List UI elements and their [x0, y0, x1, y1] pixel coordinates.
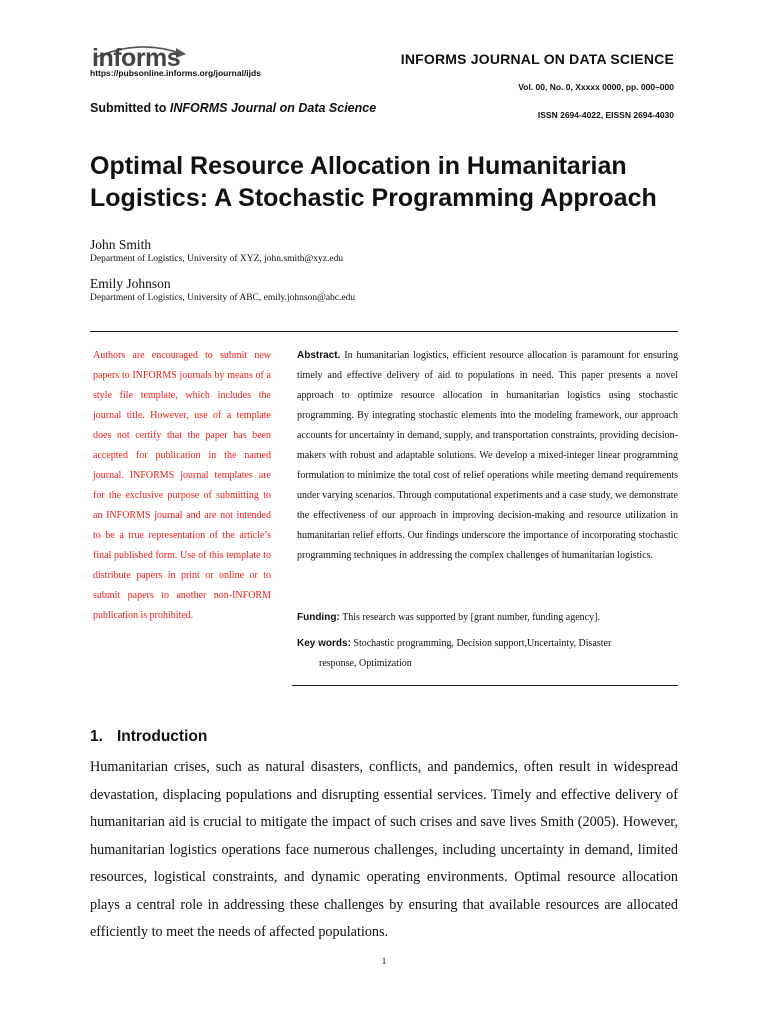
author-block: [90, 237, 343, 264]
submitted-line: [90, 101, 376, 115]
title-line: Logistics: A Stochastic Programming Approach: [90, 184, 657, 212]
abstract-text: In humanitarian logistics, efficient resource allocation is paramount for ensuring timely and effective delivery of aid to populations in need. This paper presents a novel approach to optimize resource allocation in humanitarian logistics using stochastic programming. By integrating stochastic elements into the modeling framework, our approach accounts for uncertainty in demand, supply, and transportation constraints, providing decision-makers with robust and adaptable solutions. We develop a mixed-integer linear programming formulation to minimize the total cost of relief operations while meeting demand requirements under varying scenarios. Through computational experiments and a case study, we demonstrate the effectiveness of our approach in improving decision-making and resource utilization in humanitarian relief efforts. Our findings underscore the importance of incorporating stochastic programming techniques in addressing the complex challenges of humanitarian logistics.: [297, 350, 678, 561]
issn-info: ISSN 2694-4022, EISSN 2694-4030: [537, 110, 674, 120]
abstract-bottom-rule: [292, 685, 678, 686]
journal-name: INFORMS JOURNAL ON DATA SCIENCE: [400, 51, 674, 67]
keywords: [297, 634, 678, 674]
title-line: Optimal Resource Allocation in Humanitarian: [90, 152, 627, 180]
section-title: Introduction: [116, 728, 208, 745]
author-name: Emily Johnson: [90, 276, 171, 291]
volume-info: Vol. 00, No. 0, Xxxxx 0000, pp. 000–000: [518, 82, 674, 92]
author-block: [90, 276, 355, 303]
author-name: John Smith: [90, 237, 152, 252]
section-number: 1.: [90, 728, 103, 745]
submitted-prefix: Submitted to: [90, 101, 167, 115]
keywords-line1: Stochastic programming, Decision support,Uncertainty, Disaster: [353, 638, 612, 649]
author-affiliation: Department of Logistics, University of XYZ, john.smith@xyz.edu: [90, 254, 344, 264]
funding-label: Funding:: [297, 612, 340, 623]
logo-text: informs: [92, 44, 181, 72]
funding: [297, 612, 678, 623]
top-rule: [90, 331, 678, 332]
journal-url-link[interactable]: https://pubsonline.informs.org/journal/ijds: [90, 68, 261, 78]
template-notice: Authors are encouraged to submit new papers to INFORMS journals by means of a style file template, which includes the journal title. However, use of a template does not certify that the paper has been accepted for publication in the named journal. INFORMS journal templates are for the exclusive purpose of submitting to an INFORMS journal and are not intended to be a true representation of the article’s final published form. Use of this template to distribute papers in print or online or to submit papers to another non-INFORM publication is prohibited.: [93, 350, 271, 621]
paper-title: [90, 150, 690, 214]
submitted-journal: INFORMS Journal on Data Science: [169, 101, 377, 115]
keywords-line2: response, Optimization: [319, 658, 412, 669]
abstract: [297, 346, 678, 566]
author-affiliation: Department of Logistics, University of ABC, emily.johnson@abc.edu: [90, 293, 356, 303]
section-body: Humanitarian crises, such as natural disasters, conflicts, and pandemics, often result in widespread devastation, displacing populations and disrupting essential services. Timely and effective delivery of humanitarian aid is crucial to mitigate the impact of such crises and save lives Smith (2005). However, humanitarian logistics operations face numerous challenges, including uncertainty in demand, limited resources, logistical constraints, and dynamic operating environments. Optimal resource allocation plays a central role in addressing these challenges by ensuring that available resources are allocated efficiently to meet the needs of affected populations.: [90, 759, 678, 940]
page-number: 1: [381, 957, 387, 967]
funding-text: This research was supported by [grant number, funding agency].: [342, 612, 600, 623]
abstract-label: Abstract.: [297, 350, 341, 361]
keywords-label: Key words:: [297, 638, 351, 649]
section-heading: [90, 728, 207, 746]
